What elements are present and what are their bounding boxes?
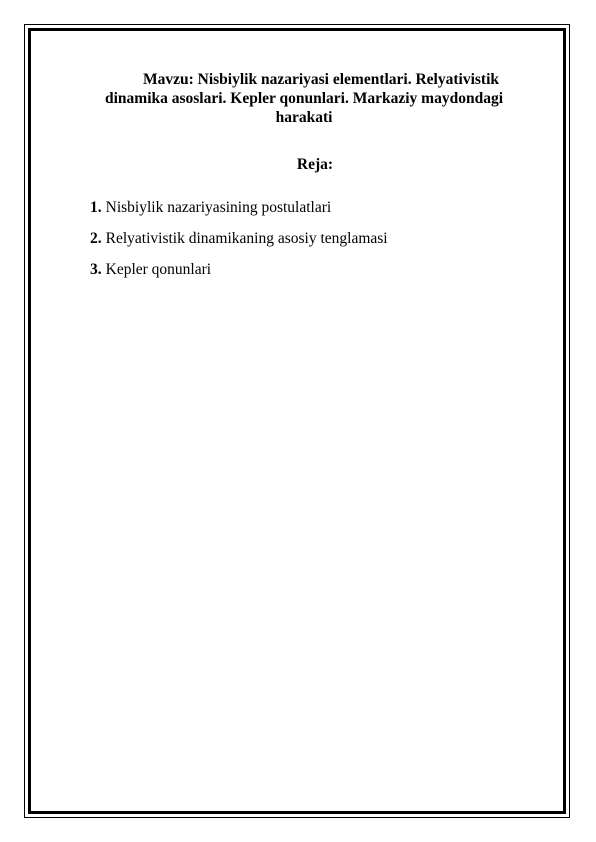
plan-heading: Reja: — [296, 156, 334, 173]
plan-list — [90, 198, 388, 291]
plan-item-number: 2. — [90, 230, 102, 247]
plan-item-number: 1. — [90, 199, 102, 216]
plan-item — [90, 229, 388, 260]
plan-item — [90, 198, 388, 229]
page-border-inner — [28, 28, 566, 814]
plan-item-text: Kepler qonunlari — [105, 261, 212, 278]
title-line-2: dinamika asoslari. Kepler qonunlari. Markaziy maydondagi — [104, 90, 504, 107]
plan-item-text: Nisbiylik nazariyasining postulatlari — [105, 199, 332, 216]
document-title — [62, 70, 546, 127]
plan-item-text: Relyativistik dinamikaning asosiy tenglamasi — [105, 230, 388, 247]
plan-item-number: 3. — [90, 261, 102, 278]
title-line-1: Mavzu: Nisbiylik nazariyasi elementlari. Relyativistik — [142, 71, 500, 88]
title-line-3: harakati — [275, 109, 333, 126]
plan-item — [90, 260, 388, 291]
